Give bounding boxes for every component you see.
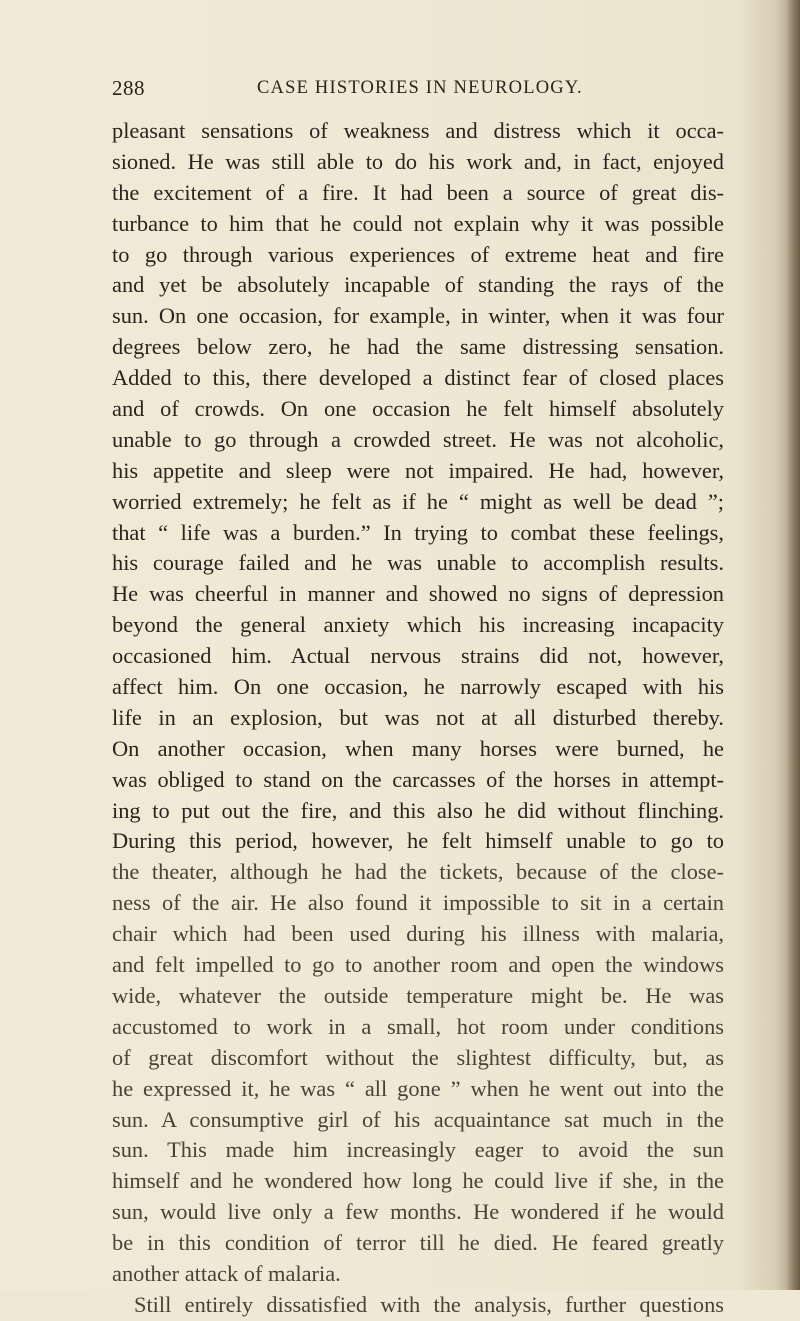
text-line: his appetite and sleep were not impaired. He had, however, bbox=[112, 457, 724, 483]
text-line: beyond the general anxiety which his increasing incapacity bbox=[112, 612, 724, 638]
text-line: affect him. On one occasion, he narrowly escaped with his bbox=[112, 674, 724, 700]
text-line: that “ life was a burden.” In trying to combat these feelings, bbox=[112, 519, 724, 545]
text-line: sun. On one occasion, for example, in winter, when it was four bbox=[112, 303, 724, 329]
text-line: and of crowds. On one occasion he felt himself absolutely bbox=[112, 396, 724, 422]
text-line: and yet be absolutely incapable of standing the rays of the bbox=[112, 272, 724, 298]
text-line: sun. A consumptive girl of his acquaintance sat much in the bbox=[112, 1106, 724, 1132]
body-text bbox=[112, 116, 724, 1321]
text-line: On another occasion, when many horses were burned, he bbox=[112, 735, 724, 761]
running-head: CASE HISTORIES IN NEUROLOGY. bbox=[257, 78, 583, 98]
text-line: wide, whatever the outside temperature might be. He was bbox=[112, 982, 724, 1008]
text-line: he expressed it, he was “ all gone ” when he went out into the bbox=[112, 1075, 724, 1101]
text-line: the excitement of a fire. It had been a source of great dis- bbox=[112, 179, 724, 205]
text-line: ing to put out the fire, and this also he did without flinching. bbox=[112, 797, 724, 823]
page-header bbox=[112, 76, 724, 106]
text-line: occasioned him. Actual nervous strains did not, however, bbox=[112, 643, 724, 669]
text-line: Added to this, there developed a distinct fear of closed places bbox=[112, 365, 724, 391]
text-line: He was cheerful in manner and showed no signs of depression bbox=[112, 581, 724, 607]
text-line: chair which had been used during his illness with malaria, bbox=[112, 921, 724, 947]
text-line: accustomed to work in a small, hot room under conditions bbox=[112, 1013, 724, 1039]
page-number: 288 bbox=[112, 76, 145, 100]
text-line: During this period, however, he felt himself unable to go to bbox=[112, 828, 724, 854]
text-line: was obliged to stand on the carcasses of the horses in attempt- bbox=[112, 766, 724, 792]
page-edge-shadow bbox=[786, 0, 800, 1290]
text-line: of great discomfort without the slightest difficulty, but, as bbox=[112, 1044, 724, 1070]
text-line: sioned. He was still able to do his work and, in fact, enjoyed bbox=[112, 148, 724, 174]
text-line: pleasant sensations of weakness and distress which it occa- bbox=[112, 118, 724, 143]
text-line: ness of the air. He also found it impossible to sit in a certain bbox=[112, 890, 724, 916]
text-line: himself and he wondered how long he could live if she, in the bbox=[112, 1168, 724, 1194]
text-line: degrees below zero, he had the same distressing sensation. bbox=[112, 334, 724, 360]
text-line: sun, would live only a few months. He wondered if he would bbox=[112, 1199, 724, 1225]
text-line: and felt impelled to go to another room and open the windows bbox=[112, 952, 724, 978]
text-line: sun. This made him increasingly eager to avoid the sun bbox=[112, 1137, 724, 1163]
text-line: Still entirely dissatisfied with the analysis, further questions bbox=[134, 1291, 724, 1317]
text-line: worried extremely; he felt as if he “ might as well be dead ”; bbox=[112, 488, 724, 514]
text-line: life in an explosion, but was not at all disturbed thereby. bbox=[112, 704, 724, 730]
text-line: to go through various experiences of extreme heat and fire bbox=[112, 241, 724, 267]
text-line: be in this condition of terror till he died. He feared greatly bbox=[112, 1230, 724, 1256]
text-line: his courage failed and he was unable to accomplish results. bbox=[112, 550, 724, 576]
text-line: another attack of malaria. bbox=[112, 1260, 341, 1286]
text-line: the theater, although he had the tickets, because of the close- bbox=[112, 859, 724, 885]
text-line: unable to go through a crowded street. He was not alcoholic, bbox=[112, 426, 724, 452]
text-line: turbance to him that he could not explain why it was possible bbox=[112, 210, 724, 236]
